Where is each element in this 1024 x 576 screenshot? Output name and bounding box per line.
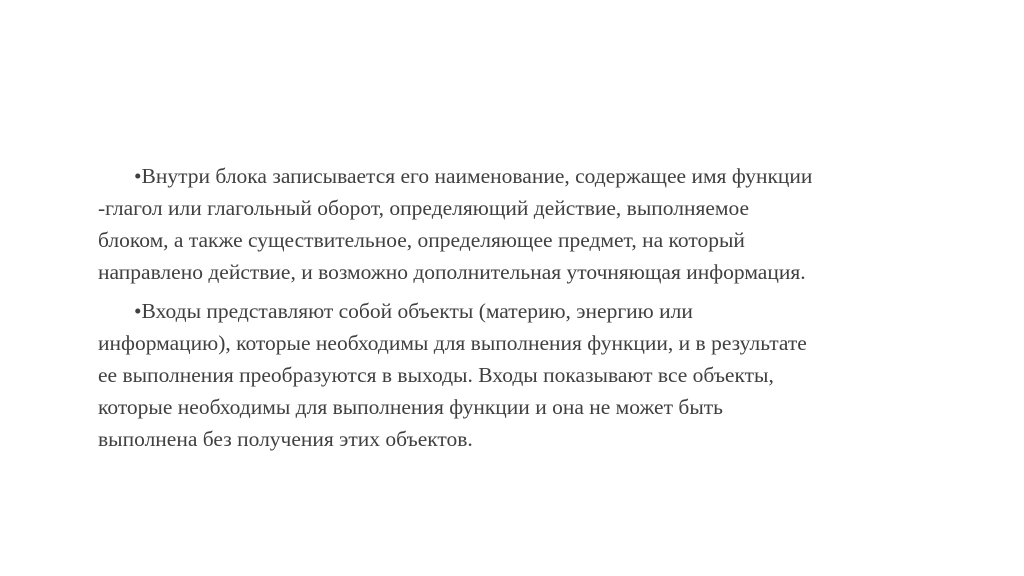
slide-body <box>98 160 978 455</box>
text-line: направлено действие, и возможно дополнительная уточняющая информация. <box>98 260 806 284</box>
text-line: выполнена без получения этих объектов. <box>98 427 473 451</box>
paragraph-block-name <box>98 160 978 288</box>
text-line: -глагол или глагольный оборот, определяющий действие, выполняемое <box>98 196 750 220</box>
text-line: информацию), которые необходимы для выполнения функции, и в результате <box>98 331 807 355</box>
text-line: •Входы представляют собой объекты (материю, энергию или <box>134 299 693 323</box>
text-line: блоком, а также существительное, определяющее предмет, на который <box>98 228 745 252</box>
text-line: ее выполнения преобразуются в выходы. Входы показывают все объекты, <box>98 363 774 387</box>
text-line: которые необходимы для выполнения функции и она не может быть <box>98 395 723 419</box>
paragraph-inputs <box>98 295 978 455</box>
text-line: •Внутри блока записывается его наименование, содержащее имя функции <box>134 164 813 188</box>
